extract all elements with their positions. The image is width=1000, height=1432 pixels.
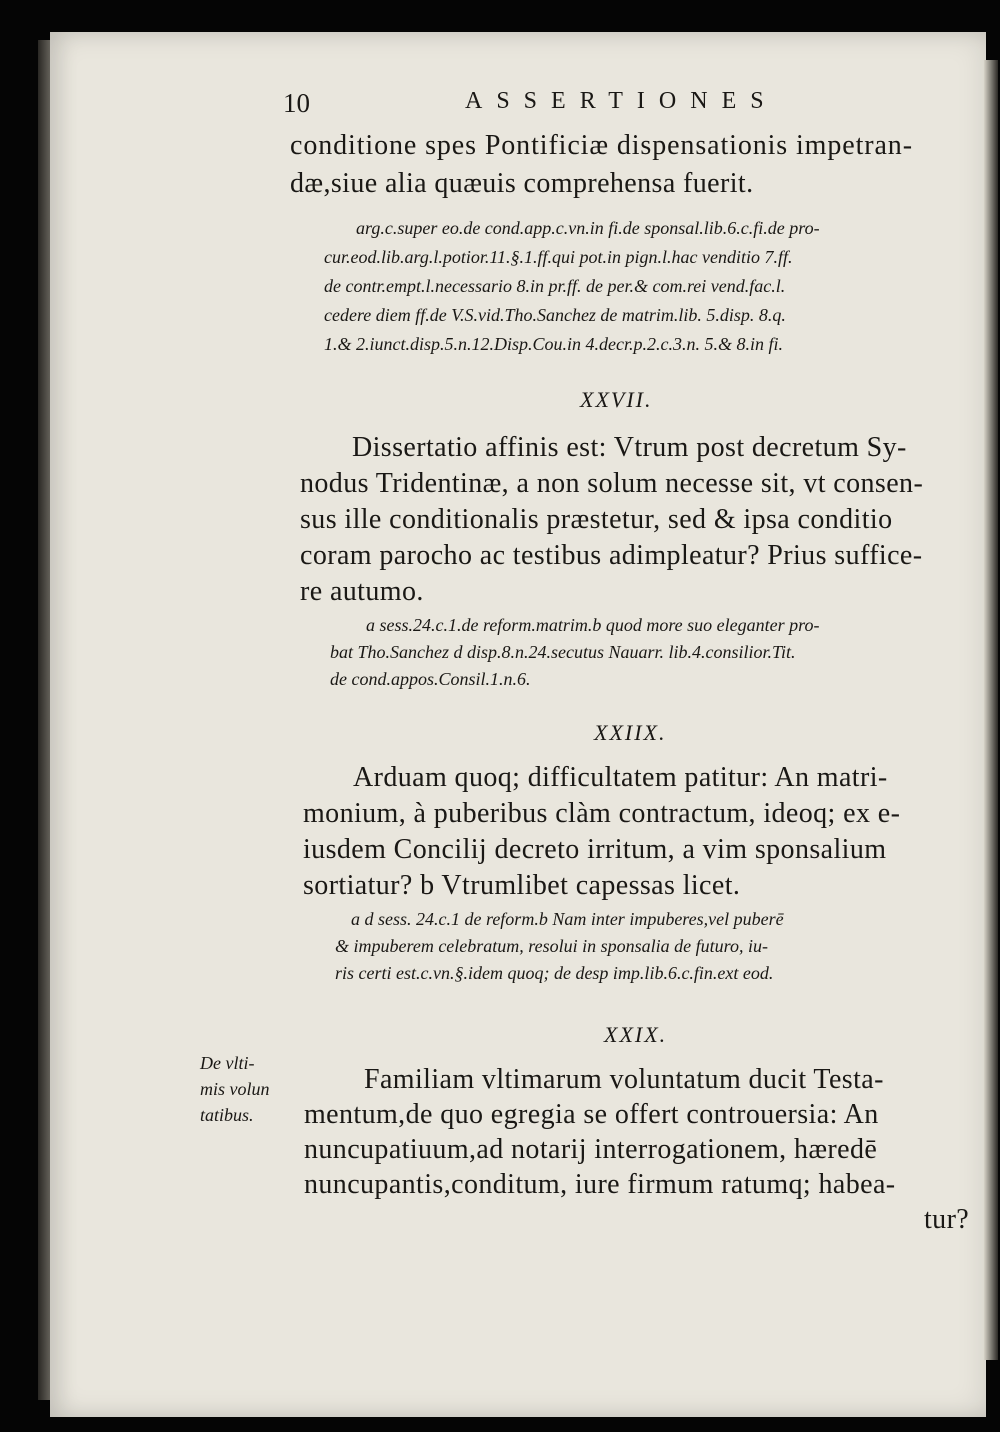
section-heading-xxiix: XXIIX. — [594, 720, 667, 745]
text-line: tur? — [924, 1204, 970, 1235]
footnote-1 — [324, 214, 820, 359]
note-line: ris certi est.c.vn.§.idem quoq; de desp imp.lib.6.c.fin.ext eod. — [335, 963, 774, 983]
note-line: de contr.empt.l.necessario 8.in pr.ff. de per.& com.rei vend.fac.l. — [324, 276, 786, 296]
paragraph-1 — [290, 130, 913, 200]
text-line: conditione spes Pontificiæ dispensationis impetran- — [290, 130, 913, 161]
paragraph-3 — [303, 760, 900, 904]
note-line: de cond.appos.Consil.1.n.6. — [330, 669, 531, 689]
text-line: sortiatur? b Vtrumlibet capessas licet. — [303, 870, 741, 901]
text-line: monium, à puberibus clàm contractum, ideoq; ex e- — [303, 798, 901, 829]
text-line: nodus Tridentinæ, a non solum necesse sit, vt consen- — [300, 468, 924, 499]
text-line: nuncupatiuum,ad notarij interrogationem, hæredē — [304, 1134, 878, 1165]
text-line: iusdem Concilij decreto irritum, a vim sponsalium — [303, 834, 887, 865]
note-line: cur.eod.lib.arg.l.potior.11.§.1.ff.qui pot.in pign.l.hac venditio 7.ff. — [324, 247, 793, 267]
note-line: bat Tho.Sanchez d disp.8.n.24.secutus Nauarr. lib.4.consilior.Tit. — [330, 642, 796, 662]
page-right-edge — [984, 60, 998, 1360]
note-line: cedere diem ff.de V.S.vid.Tho.Sanchez de matrim.lib. 5.disp. 8.q. — [324, 305, 786, 325]
text-line: Dissertatio affinis est: Vtrum post decretum Sy- — [352, 432, 907, 463]
paragraph-2 — [300, 430, 923, 610]
running-title: ASSERTIONES — [465, 88, 778, 114]
margin-line: mis volun — [200, 1079, 270, 1099]
note-line: a sess.24.c.1.de reform.matrim.b quod more suo eleganter pro- — [366, 615, 820, 635]
margin-line: tatibus. — [200, 1105, 254, 1125]
text-line: sus ille conditionalis præstetur, sed & ipsa conditio — [300, 504, 893, 535]
margin-note — [200, 1050, 270, 1128]
margin-line: De vlti- — [200, 1053, 255, 1073]
paragraph-4 — [304, 1062, 969, 1237]
text-line: Familiam vltimarum voluntatum ducit Testa- — [364, 1064, 884, 1095]
note-line: a d sess. 24.c.1 de reform.b Nam inter impuberes,vel puberē — [351, 909, 784, 929]
text-line: coram parocho ac testibus adimpleatur? Prius suffice- — [300, 540, 923, 571]
section-heading-xxix: XXIX. — [604, 1022, 668, 1047]
text-line: dæ,siue alia quæuis comprehensa fuerit. — [290, 168, 754, 199]
note-line: & impuberem celebratum, resolui in sponsalia de futuro, iu- — [335, 936, 768, 956]
text-line: Arduam quoq; difficultatem patitur: An matri- — [353, 762, 888, 793]
page-number: 10 — [283, 88, 310, 118]
section-heading-xxvii: XXVII. — [580, 387, 653, 412]
text-line: re autumo. — [300, 576, 424, 607]
text-line: nuncupantis,conditum, iure firmum ratumq; habea- — [304, 1169, 896, 1200]
footnote-2 — [330, 612, 819, 693]
note-line: arg.c.super eo.de cond.app.c.vn.in fi.de sponsal.lib.6.c.fi.de pro- — [356, 218, 820, 238]
footnote-3 — [335, 906, 784, 987]
text-line: mentum,de quo egregia se offert controuersia: An — [304, 1099, 879, 1130]
note-line: 1.& 2.iunct.disp.5.n.12.Disp.Cou.in 4.decr.p.2.c.3.n. 5.& 8.in fi. — [324, 334, 783, 354]
